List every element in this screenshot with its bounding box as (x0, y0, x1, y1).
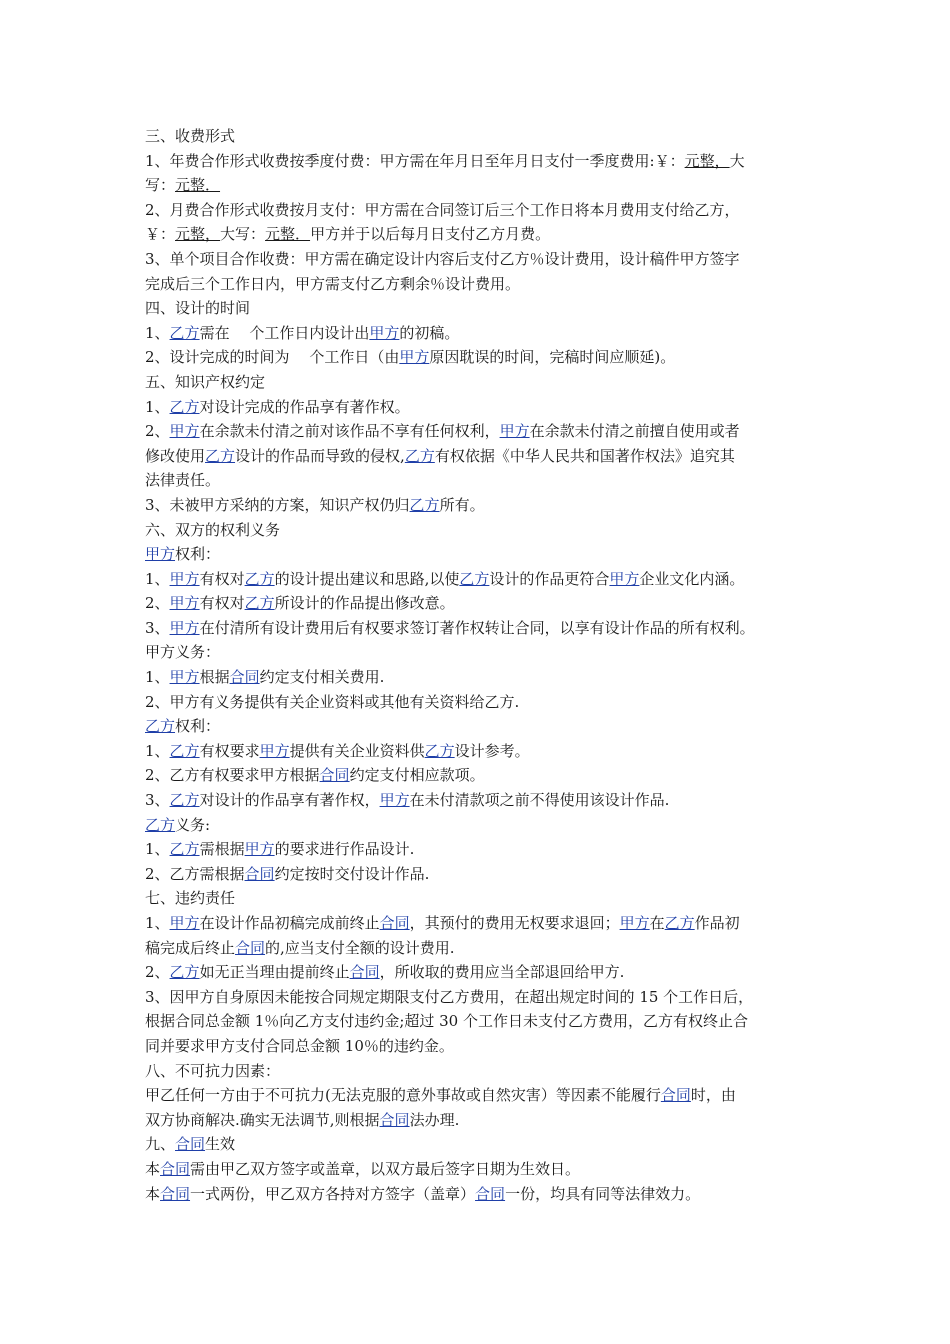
text-segment: 义务: (175, 815, 211, 834)
text-segment: 甲乙任何一方由于不可抗力(无法克服的意外事故或自然灾害）等因素不能履行 (145, 1086, 661, 1105)
text-segment: 设计的作品更符合 (489, 569, 610, 588)
text-segment: 2、乙方有权要求甲方根据 (145, 766, 320, 785)
text-line (145, 763, 825, 788)
text-segment: 法办理. (409, 1110, 460, 1129)
text-segment: 大 (729, 151, 745, 170)
term-link[interactable]: 乙方 (205, 446, 236, 465)
term-link[interactable]: 合同 (319, 766, 350, 785)
term-link[interactable]: 合同 (349, 963, 380, 982)
text-segment: 有权依据《中华人民共和国著作权法》追究其 (434, 446, 735, 465)
text-segment: 时，由 (690, 1086, 736, 1105)
term-link[interactable]: 乙方 (169, 741, 200, 760)
text-segment: 甲方义务： (145, 643, 221, 662)
text-line (145, 468, 825, 493)
text-segment: 根据 (199, 668, 230, 687)
term-link[interactable]: 合同 (244, 864, 275, 883)
text-line (145, 542, 825, 567)
term-link[interactable]: 乙方 (169, 791, 200, 810)
text-line (145, 198, 825, 223)
text-line (145, 444, 825, 469)
text-segment: ￥： (145, 225, 176, 244)
term-link[interactable]: 甲方 (169, 668, 200, 687)
text-line (145, 886, 825, 911)
text-segment: 需根据 (199, 840, 245, 859)
text-line (145, 1083, 825, 1108)
text-segment: 对设计的作品享有著作权， (199, 791, 380, 810)
text-line (145, 149, 825, 174)
text-segment: 2、 (145, 963, 170, 982)
text-segment: 六、双方的权利义务 (145, 520, 281, 539)
term-link[interactable]: 乙方 (145, 815, 176, 834)
text-line (145, 788, 825, 813)
term-link[interactable]: 乙方 (244, 569, 275, 588)
text-line (145, 1157, 825, 1182)
text-segment: 1、 (145, 323, 170, 342)
text-segment: 需在 个工作日内设计出 (199, 323, 370, 342)
term-link[interactable]: 乙方 (169, 840, 200, 859)
text-segment: 2、月费合作形式收费按月支付：甲方需在合同签订后三个工作日将本月费用支付给乙方， (145, 200, 740, 219)
text-line (145, 222, 825, 247)
term-link[interactable]: 甲方 (169, 569, 200, 588)
text-line (145, 690, 825, 715)
text-line (145, 813, 825, 838)
term-link[interactable]: 甲方 (399, 348, 430, 367)
text-line (145, 665, 825, 690)
text-line (145, 321, 825, 346)
text-segment: 1、 (145, 741, 170, 760)
text-segment: 的,应当支付全额的设计费用. (265, 938, 455, 957)
text-line (145, 296, 825, 321)
text-segment: 在余款未付清之前擅自使用或者 (529, 422, 740, 441)
text-segment: 企业文化内涵。 (639, 569, 745, 588)
term-link[interactable]: 合同 (175, 1135, 206, 1154)
term-link[interactable]: 甲方 (244, 840, 275, 859)
text-segment: 同并要求甲方支付合同总金额 10％的违约金。 (145, 1036, 454, 1055)
text-segment: 在付清所有设计费用后有权要求签订著作权转让合同，以享有设计作品的所有权利。 (199, 618, 755, 637)
term-link[interactable]: 合同 (160, 1184, 191, 1203)
text-line (145, 1182, 825, 1207)
text-segment: 2、 (145, 422, 170, 441)
text-segment: 九、 (145, 1135, 176, 1154)
term-link[interactable]: 甲方 (145, 545, 176, 564)
text-segment: 修改使用 (145, 446, 206, 465)
text-segment: 本 (145, 1184, 161, 1203)
text-line (145, 862, 825, 887)
term-link[interactable]: 乙方 (404, 446, 435, 465)
text-segment: 五、知识产权约定 (145, 372, 266, 391)
underlined-amount: 元整． (265, 225, 311, 244)
term-link[interactable]: 乙方 (169, 323, 200, 342)
text-line (145, 419, 825, 444)
text-line (145, 739, 825, 764)
text-line (145, 567, 825, 592)
term-link[interactable]: 甲方 (169, 618, 200, 637)
text-line (145, 1009, 825, 1034)
text-segment: ，所收取的费用应当全部退回给甲方. (379, 963, 625, 982)
text-segment: 3、单个项目合作收费：甲方需在确定设计内容后支付乙方％设计费用，设计稿件甲方签字 (145, 249, 740, 268)
text-segment: 1、年费合作形式收费按季度付费：甲方需在年月日至年月日支付一季度费用:￥： (145, 151, 685, 170)
text-line (145, 1059, 825, 1084)
text-segment: 设计的作品而导致的侵权, (235, 446, 405, 465)
term-link[interactable]: 合同 (475, 1184, 506, 1203)
term-link[interactable]: 合同 (235, 938, 266, 957)
text-segment: 一式两份，甲乙双方各持对方签字（盖章） (190, 1184, 476, 1203)
text-segment: 在未付清款项之前不得使用该设计作品. (409, 791, 670, 810)
term-link[interactable]: 乙方 (244, 594, 275, 613)
text-line (145, 960, 825, 985)
text-segment: 提供有关企业资料供 (289, 741, 425, 760)
term-link[interactable]: 甲方 (169, 594, 200, 613)
text-segment: 权利： (175, 717, 221, 736)
text-line (145, 247, 825, 272)
term-link[interactable]: 合同 (660, 1086, 691, 1105)
text-line (145, 985, 825, 1010)
text-segment: 写： (145, 176, 176, 195)
text-segment: 3、 (145, 618, 170, 637)
text-segment: 约定支付相应款项。 (349, 766, 485, 785)
underlined-amount: 元整． (175, 176, 221, 195)
text-segment: 有权对 (199, 569, 245, 588)
text-segment: 大写： (220, 225, 266, 244)
text-line (145, 272, 825, 297)
text-line (145, 518, 825, 543)
term-link[interactable]: 乙方 (409, 495, 440, 514)
term-link[interactable]: 甲方 (369, 323, 400, 342)
text-segment: 甲方并于以后每月日支付乙方月费。 (310, 225, 551, 244)
text-segment: ，其预付的费用无权要求退回； (409, 914, 620, 932)
text-line (145, 124, 825, 149)
text-segment: 根据合同总金额 1％向乙方支付违约金;超过 30 个工作日未支付乙方费用，乙方有权终止合 (145, 1012, 748, 1031)
text-segment: 的设计提出建议和思路,以使 (274, 569, 460, 588)
text-line (145, 493, 825, 518)
text-segment: 双方协商解决.确实无法调节,则根据 (145, 1110, 380, 1129)
text-segment: 所设计的作品提出修改意。 (274, 594, 455, 613)
text-line (145, 936, 825, 961)
term-link[interactable]: 甲方 (609, 569, 640, 588)
document-body (145, 124, 825, 1206)
text-segment: 2、设计完成的时间为 个工作日（由 (145, 348, 400, 367)
text-line (145, 345, 825, 370)
text-segment: 的初稿。 (399, 323, 460, 342)
text-segment: 1、 (145, 668, 170, 687)
term-link[interactable]: 乙方 (145, 717, 176, 736)
text-segment: 约定按时交付设计作品. (274, 864, 430, 883)
text-segment: 作品初 (694, 914, 740, 932)
text-segment: 七、违约责任 (145, 889, 236, 908)
text-segment: 三、收费形式 (145, 127, 236, 145)
text-segment: 1、 (145, 840, 170, 859)
text-line (145, 395, 825, 420)
text-segment: 2、 (145, 594, 170, 613)
text-segment: 有权要求 (199, 741, 260, 760)
text-segment: 四、设计的时间 (145, 299, 251, 318)
text-segment: 设计参考。 (454, 741, 530, 760)
text-segment: 1、 (145, 569, 170, 588)
underlined-amount: 元整， (175, 225, 221, 244)
text-segment: 如无正当理由提前终止 (199, 963, 350, 982)
text-segment: 需由甲乙双方签字或盖章，以双方最后签字日期为生效日。 (190, 1159, 581, 1178)
text-segment: 有权对 (199, 594, 245, 613)
text-line (145, 1108, 825, 1133)
term-link[interactable]: 合同 (379, 1110, 410, 1129)
text-segment: 原因耽误的时间，完稿时间应顺延)。 (429, 348, 676, 367)
text-segment: 八、不可抗力因素： (145, 1061, 281, 1080)
term-link[interactable]: 甲方 (259, 741, 290, 760)
text-segment: 2、甲方有义务提供有关企业资料或其他有关资料给乙方. (145, 692, 520, 711)
text-line (145, 173, 825, 198)
term-link[interactable]: 甲方 (499, 422, 530, 441)
text-segment: 本 (145, 1159, 161, 1178)
text-segment: 稿完成后终止 (145, 938, 236, 957)
term-link[interactable]: 合同 (379, 914, 410, 932)
text-segment: 在 (649, 914, 665, 932)
text-segment: 所有。 (439, 495, 485, 514)
text-segment: 约定支付相关费用. (259, 668, 385, 687)
text-segment: 的要求进行作品设计. (274, 840, 415, 859)
term-link[interactable]: 合同 (160, 1159, 191, 1178)
text-segment: 3、因甲方自身原因未能按合同规定期限支付乙方费用，在超出规定时间的 15 个工作日后， (145, 987, 754, 1006)
text-segment: 一份，均具有同等法律效力。 (505, 1184, 701, 1203)
text-segment: 在设计作品初稿完成前终止 (199, 914, 380, 932)
text-line (145, 1034, 825, 1059)
text-segment: 在余款未付清之前对该作品不享有任何权利， (199, 422, 500, 441)
term-link[interactable]: 合同 (229, 668, 260, 687)
text-segment: 法律责任。 (145, 471, 221, 490)
text-line (145, 591, 825, 616)
term-link[interactable]: 甲方 (379, 791, 410, 810)
text-segment: 2、乙方需根据 (145, 864, 245, 883)
text-segment: 权利： (175, 545, 221, 564)
term-link[interactable]: 乙方 (459, 569, 490, 588)
text-line (145, 370, 825, 395)
text-line (145, 714, 825, 739)
term-link[interactable]: 乙方 (169, 963, 200, 982)
term-link[interactable]: 甲方 (169, 422, 200, 441)
term-link[interactable]: 甲方 (169, 914, 200, 932)
text-line (145, 911, 825, 936)
text-line (145, 640, 825, 665)
term-link[interactable]: 乙方 (424, 741, 455, 760)
text-line (145, 616, 825, 641)
text-segment: 3、未被甲方采纳的方案，知识产权仍归 (145, 495, 410, 514)
term-link[interactable]: 乙方 (664, 914, 695, 932)
text-segment: 完成后三个工作日内，甲方需支付乙方剩余％设计费用。 (145, 274, 521, 293)
term-link[interactable]: 甲方 (619, 914, 650, 932)
text-line (145, 1132, 825, 1157)
text-segment: 3、 (145, 791, 170, 810)
underlined-amount: 元整， (684, 151, 730, 170)
text-segment: 对设计完成的作品享有著作权。 (199, 397, 410, 416)
text-segment: 生效 (205, 1135, 236, 1154)
text-segment: 1、 (145, 914, 170, 932)
text-segment: 1、 (145, 397, 170, 416)
text-line (145, 837, 825, 862)
term-link[interactable]: 乙方 (169, 397, 200, 416)
